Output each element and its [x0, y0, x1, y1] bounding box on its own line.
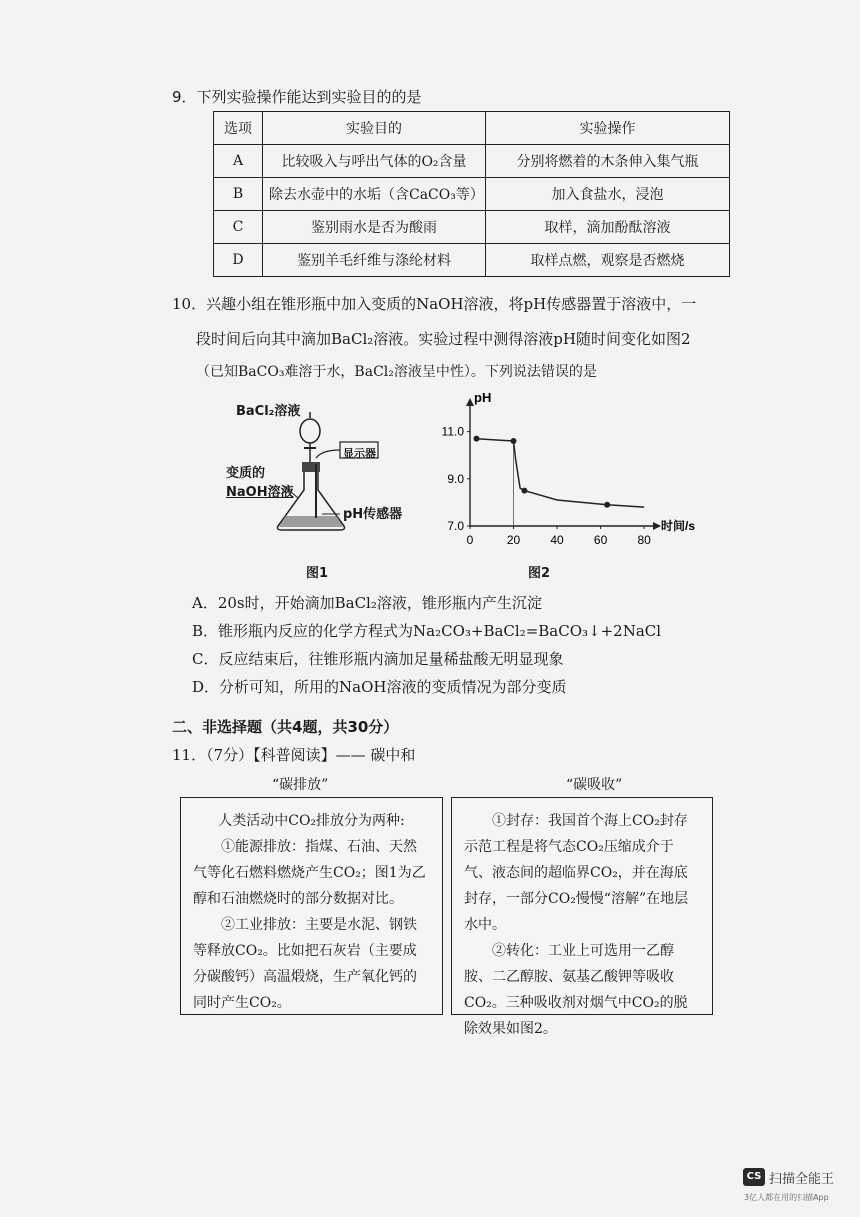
x-tick-label: 20 — [506, 533, 521, 547]
table-cell: 加入食盐水，浸泡 — [486, 178, 730, 211]
table-cell: D — [214, 244, 263, 277]
y-tick-label: 11.0 — [441, 424, 464, 439]
funnel-bulb — [300, 419, 320, 443]
option-b: B．锥形瓶内反应的化学方程式为Na₂CO₃+BaCl₂=BaCO₃↓+2NaCl — [192, 622, 662, 640]
data-point — [521, 488, 527, 494]
option-d: D．分析可知，所用的NaOH溶液的变质情况为部分变质 — [192, 678, 567, 696]
q9-stem: 9．下列实验操作能达到实验目的的是 — [172, 88, 422, 106]
ph-chart — [425, 390, 696, 558]
flask-liquid — [279, 516, 343, 527]
table-cell: 取样，滴加酚酞溶液 — [486, 211, 730, 244]
fig1-caption: 图1 — [306, 566, 329, 581]
table-header: 实验操作 — [486, 112, 730, 145]
table-row — [214, 211, 730, 244]
option-a: A．20s时，开始滴加BaCl₂溶液，锥形瓶内产生沉淀 — [192, 594, 542, 612]
table-cell: 除去水壶中的水垢（含CaCO₃等） — [263, 178, 486, 211]
data-point — [511, 438, 517, 444]
label-ph-sensor: pH传感器 — [343, 507, 403, 522]
q10-stem-line2: 段时间后向其中滴加BaCl₂溶液。实验过程中测得溶液pH随时间变化如图2 — [196, 330, 691, 348]
scanner-logo-icon: CS — [743, 1168, 765, 1186]
x-axis-label: 时间/s — [661, 519, 696, 533]
x-tick-label: 60 — [593, 533, 608, 547]
table-cell: A — [214, 145, 263, 178]
table-row — [214, 178, 730, 211]
left-para-3: ②工业排放：主要是水泥、钢铁等释放CO₂。比如把石灰岩（主要成分碳酸钙）高温煅烧，生产氧化钙的同时产生CO₂。 — [193, 917, 417, 1011]
x-tick-label: 80 — [637, 533, 651, 547]
y-axis-label: pH — [474, 390, 492, 405]
y-tick-label: 9.0 — [447, 471, 464, 486]
data-point — [604, 502, 610, 508]
label-display: 显示器 — [343, 447, 376, 460]
x-tick-label: 0 — [466, 533, 474, 547]
label-bacl2: BaCl₂溶液 — [236, 404, 301, 419]
right-para-2: ②转化：工业上可选用一乙醇胺、二乙醇胺、氨基乙酸钾等吸收CO₂。三种吸收剂对烟气中CO₂的脱除效果如图2。 — [464, 943, 688, 1037]
left-para-2: ①能源排放：指煤、石油、天然气等化石燃料燃烧产生CO₂；图1为乙醇和石油燃烧时的部分数据对比。 — [193, 839, 426, 907]
table-cell: B — [214, 178, 263, 211]
fig2-caption: 图2 — [528, 566, 551, 581]
table-header-row — [214, 112, 730, 145]
stopper — [302, 462, 320, 472]
data-point — [474, 436, 480, 442]
table-header: 实验目的 — [263, 112, 486, 145]
y-tick-label: 7.0 — [447, 519, 464, 533]
label-naoh-2: NaOH溶液 — [226, 485, 294, 500]
label-naoh-1: 变质的 — [226, 466, 266, 481]
section-heading: 二、非选择题（共4题，共30分） — [172, 718, 399, 736]
carbon-absorption-box — [451, 797, 713, 1037]
scanner-brand: 扫描全能王 — [769, 1172, 835, 1187]
ph-series-line — [477, 439, 645, 507]
table-cell: 比较吸入与呼出气体的O₂含量 — [263, 145, 486, 178]
table-cell: 取样点燃，观察是否燃烧 — [486, 244, 730, 277]
left-box-title: “碳排放” — [272, 777, 329, 793]
scanner-tagline: 3亿人都在用的扫描App — [744, 1193, 829, 1202]
left-para-1: 人类活动中CO₂排放分为两种: — [218, 813, 405, 829]
q9-table — [213, 111, 730, 277]
q10-stem-line1: 10．兴趣小组在锥形瓶中加入变质的NaOH溶液，将pH传感器置于溶液中，一 — [172, 295, 697, 313]
x-axis-arrow — [653, 522, 661, 530]
table-row — [214, 145, 730, 178]
table-cell: 鉴别羊毛纤维与涤纶材料 — [263, 244, 486, 277]
q11-heading: 11．（7分）【科普阅读】—— 碳中和 — [172, 746, 416, 764]
table-header: 选项 — [214, 112, 263, 145]
option-c: C．反应结束后，往锥形瓶内滴加足量稀盐酸无明显现象 — [192, 650, 564, 668]
x-tick-label: 40 — [550, 533, 564, 547]
table-cell: 鉴别雨水是否为酸雨 — [263, 211, 486, 244]
table-row — [214, 244, 730, 277]
y-axis-arrow — [466, 398, 474, 406]
right-box-title: “碳吸收” — [566, 777, 623, 793]
q10-stem-line3: （已知BaCO₃难溶于水，BaCl₂溶液呈中性）。下列说法错误的是 — [196, 364, 597, 380]
right-para-1: ①封存：我国首个海上CO₂封存示范工程是将气态CO₂压缩成介于气、液态间的超临界CO₂，并在海底封存，一部分CO₂慢慢“溶解”在地层水中。 — [464, 813, 689, 933]
table-cell: 分别将燃着的木条伸入集气瓶 — [486, 145, 730, 178]
table-cell: C — [214, 211, 263, 244]
carbon-emission-box — [180, 797, 443, 1015]
